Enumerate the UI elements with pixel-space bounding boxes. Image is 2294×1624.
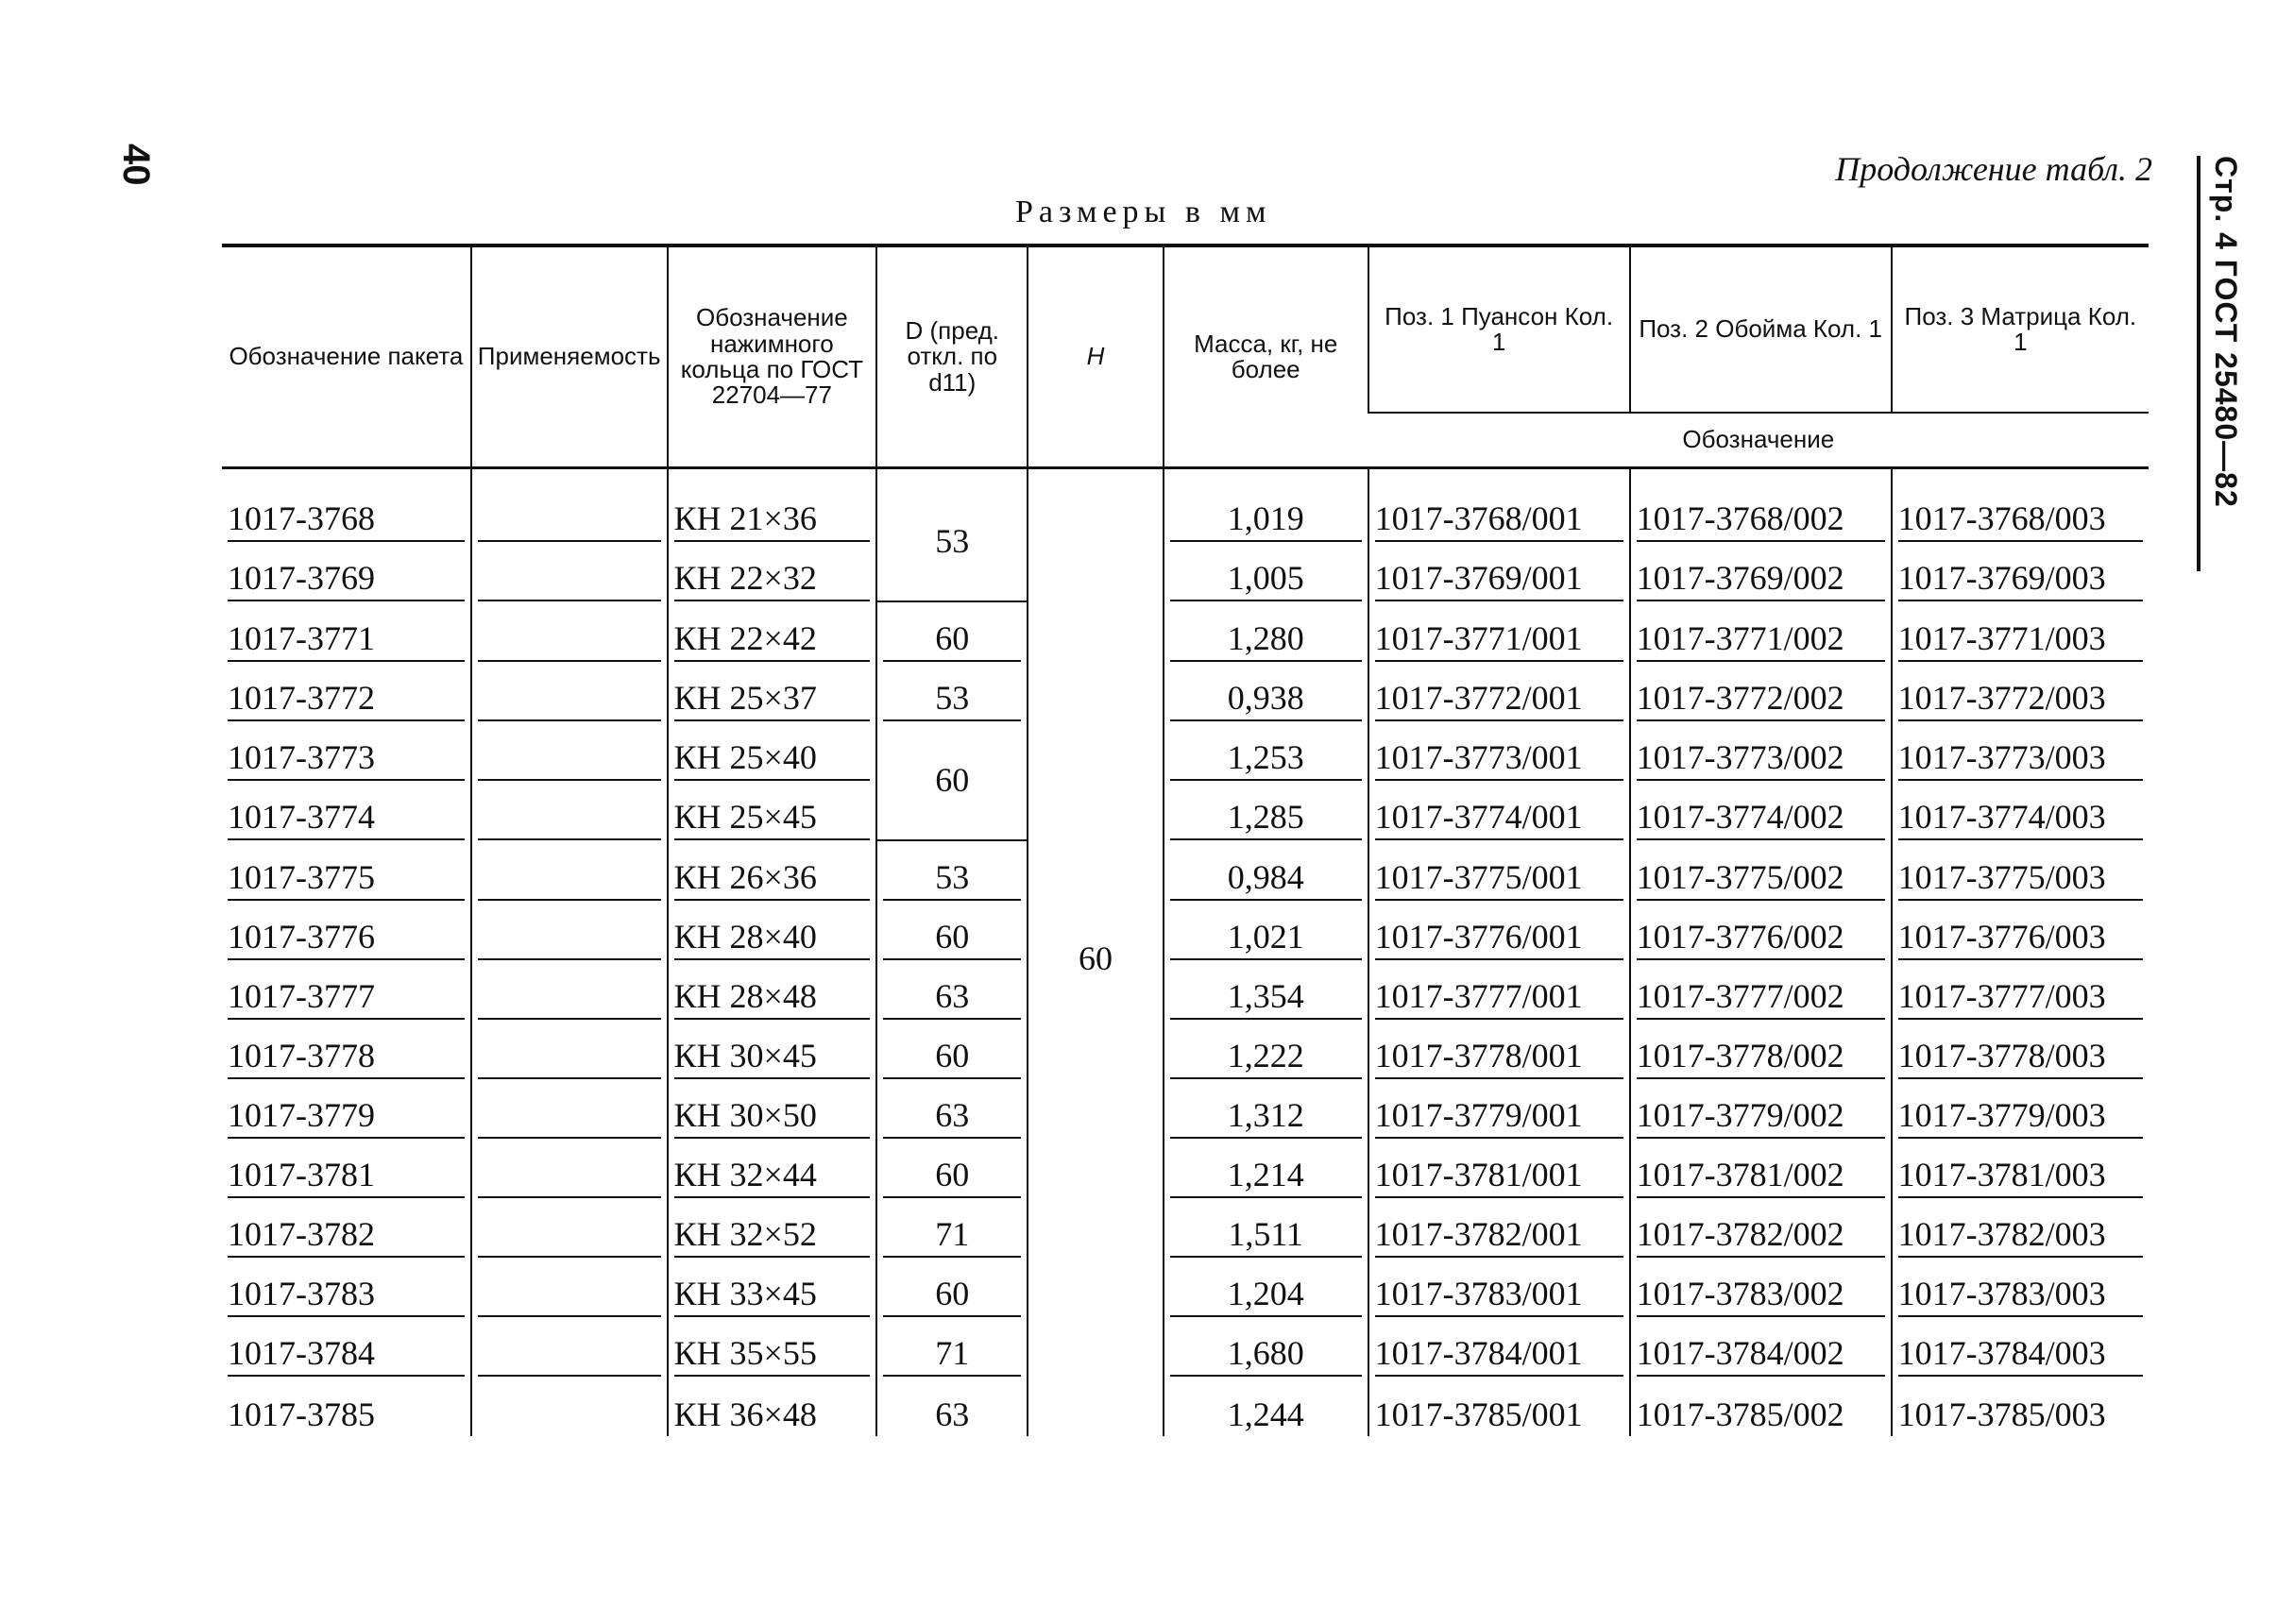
pos3-cell-text: 1017-3783/003 bbox=[1898, 1274, 2143, 1317]
ring-cell-text: КН 30×50 bbox=[674, 1095, 871, 1139]
d-cell bbox=[876, 662, 1028, 721]
package-cell bbox=[222, 601, 471, 662]
pos1-cell-text: 1017-3771/001 bbox=[1375, 618, 1623, 662]
pos2-cell-text: 1017-3783/002 bbox=[1637, 1274, 1885, 1317]
ring-cell bbox=[668, 840, 877, 901]
pos2-cell bbox=[1630, 542, 1892, 601]
applicability-cell bbox=[471, 1139, 668, 1198]
ring-cell bbox=[668, 1020, 877, 1079]
mass-cell bbox=[1164, 662, 1368, 721]
header-designation: Обозначение bbox=[1368, 413, 2149, 468]
mass-cell-text: 1,204 bbox=[1170, 1274, 1362, 1317]
ring-cell bbox=[668, 1079, 877, 1139]
pos3-cell-text: 1017-3769/003 bbox=[1898, 558, 2143, 601]
pos3-cell bbox=[1892, 1079, 2149, 1139]
package-cell-text: 1017-3769 bbox=[228, 558, 465, 601]
d-cell-text: 71 bbox=[883, 1333, 1021, 1377]
ring-cell-text: КН 28×40 bbox=[674, 917, 871, 960]
mass-cell-text: 1,019 bbox=[1170, 499, 1362, 542]
d-cell bbox=[876, 1377, 1028, 1436]
ring-cell-text: КН 25×37 bbox=[674, 678, 871, 721]
applicability-cell-text bbox=[478, 917, 661, 960]
h-cell-text: 60 bbox=[1079, 939, 1113, 977]
pos2-cell bbox=[1630, 721, 1892, 781]
package-cell bbox=[222, 1020, 471, 1079]
table-row bbox=[222, 1020, 2149, 1079]
pos3-cell-text: 1017-3776/003 bbox=[1898, 917, 2143, 960]
applicability-cell bbox=[471, 1079, 668, 1139]
table-row bbox=[222, 840, 2149, 901]
pos1-cell-text: 1017-3785/001 bbox=[1374, 1396, 1583, 1433]
d-cell-text: 63 bbox=[935, 1396, 970, 1433]
applicability-cell-text bbox=[478, 1095, 661, 1139]
package-cell bbox=[222, 1258, 471, 1317]
ring-cell bbox=[668, 1139, 877, 1198]
applicability-cell bbox=[471, 960, 668, 1020]
pos2-cell bbox=[1630, 1258, 1892, 1317]
ring-cell-text: КН 22×32 bbox=[674, 558, 871, 601]
pos2-cell-text: 1017-3768/002 bbox=[1637, 499, 1885, 542]
mass-cell bbox=[1164, 721, 1368, 781]
mass-cell-text: 1,280 bbox=[1170, 618, 1362, 662]
ring-cell bbox=[668, 542, 877, 601]
mass-cell bbox=[1164, 1198, 1368, 1258]
pos2-cell bbox=[1630, 468, 1892, 543]
pos1-cell bbox=[1368, 1377, 1630, 1436]
d-cell-text: 63 bbox=[883, 1095, 1021, 1139]
mass-cell-text: 0,984 bbox=[1170, 857, 1362, 901]
applicability-cell-text bbox=[478, 499, 661, 542]
package-cell-text: 1017-3781 bbox=[228, 1155, 465, 1198]
page-number: 40 bbox=[115, 144, 157, 186]
d-cell-text: 53 bbox=[883, 857, 1021, 901]
package-cell-text: 1017-3775 bbox=[228, 857, 465, 901]
package-cell bbox=[222, 1198, 471, 1258]
pos1-cell bbox=[1368, 1317, 1630, 1377]
ring-cell-text: КН 32×44 bbox=[674, 1155, 871, 1198]
d-cell bbox=[876, 1020, 1028, 1079]
d-cell bbox=[876, 1258, 1028, 1317]
ring-cell bbox=[668, 601, 877, 662]
mass-cell-text: 1,354 bbox=[1170, 976, 1362, 1020]
mass-cell bbox=[1164, 1079, 1368, 1139]
pos1-cell-text: 1017-3782/001 bbox=[1375, 1214, 1623, 1258]
pos2-cell-text: 1017-3784/002 bbox=[1637, 1333, 1885, 1377]
ring-cell bbox=[668, 1317, 877, 1377]
pos2-cell bbox=[1630, 960, 1892, 1020]
applicability-cell bbox=[471, 1020, 668, 1079]
pos1-cell-text: 1017-3769/001 bbox=[1375, 558, 1623, 601]
table-row bbox=[222, 662, 2149, 721]
pos3-cell-text: 1017-3775/003 bbox=[1898, 857, 2143, 901]
table-row bbox=[222, 901, 2149, 960]
mass-cell bbox=[1164, 601, 1368, 662]
pos1-cell-text: 1017-3781/001 bbox=[1375, 1155, 1623, 1198]
applicability-cell bbox=[471, 1377, 668, 1436]
pos2-cell-text: 1017-3779/002 bbox=[1637, 1095, 1885, 1139]
table-row bbox=[222, 468, 2149, 543]
table-continuation-title: Продолжение табл. 2 bbox=[1835, 150, 2152, 188]
package-cell bbox=[222, 1139, 471, 1198]
applicability-cell bbox=[471, 542, 668, 601]
ring-cell bbox=[668, 468, 877, 543]
mass-cell-text: 1,680 bbox=[1170, 1333, 1362, 1377]
applicability-cell-text bbox=[478, 976, 661, 1020]
pos2-cell bbox=[1630, 781, 1892, 840]
mass-cell bbox=[1164, 1317, 1368, 1377]
header-package: Обозначение пакета bbox=[222, 245, 471, 468]
applicability-cell-text bbox=[478, 1333, 661, 1377]
ring-cell-text: КН 35×55 bbox=[674, 1333, 871, 1377]
header-pos1: Поз. 1 Пуансон Кол. 1 bbox=[1368, 245, 1630, 413]
pos1-cell-text: 1017-3784/001 bbox=[1375, 1333, 1623, 1377]
d-cell bbox=[876, 840, 1028, 901]
mass-cell bbox=[1164, 1020, 1368, 1079]
package-cell-text: 1017-3774 bbox=[228, 797, 465, 840]
mass-cell bbox=[1164, 781, 1368, 840]
table-row bbox=[222, 1079, 2149, 1139]
ring-cell bbox=[668, 721, 877, 781]
pos1-cell bbox=[1368, 901, 1630, 960]
header-pos3: Поз. 3 Матрица Кол. 1 bbox=[1892, 245, 2149, 413]
package-cell-text: 1017-3785 bbox=[228, 1396, 375, 1433]
ring-cell bbox=[668, 960, 877, 1020]
pos3-cell bbox=[1892, 840, 2149, 901]
d-cell bbox=[876, 901, 1028, 960]
header-h: H bbox=[1028, 245, 1164, 468]
d-cell-text: 53 bbox=[935, 521, 970, 560]
ring-cell-text: КН 25×45 bbox=[674, 797, 871, 840]
ring-cell-text: КН 36×48 bbox=[673, 1396, 817, 1433]
pos1-cell bbox=[1368, 960, 1630, 1020]
pos2-cell bbox=[1630, 1020, 1892, 1079]
pos3-cell-text: 1017-3768/003 bbox=[1898, 499, 2143, 542]
d-cell-text: 60 bbox=[883, 917, 1021, 960]
package-cell bbox=[222, 960, 471, 1020]
pos1-cell bbox=[1368, 542, 1630, 601]
applicability-cell-text bbox=[478, 797, 661, 840]
spec-table bbox=[222, 244, 2149, 1436]
d-cell bbox=[876, 1317, 1028, 1377]
pos3-cell bbox=[1892, 1377, 2149, 1436]
applicability-cell bbox=[471, 781, 668, 840]
pos1-cell-text: 1017-3773/001 bbox=[1375, 737, 1623, 781]
pos2-cell bbox=[1630, 601, 1892, 662]
units-caption: Размеры в мм bbox=[1015, 195, 1272, 229]
ring-cell bbox=[668, 1198, 877, 1258]
applicability-cell-text bbox=[478, 618, 661, 662]
d-cell-text: 60 bbox=[883, 1155, 1021, 1198]
ring-cell-text: КН 28×48 bbox=[674, 976, 871, 1020]
package-cell-text: 1017-3784 bbox=[228, 1333, 465, 1377]
pos1-cell bbox=[1368, 1139, 1630, 1198]
pos1-cell-text: 1017-3772/001 bbox=[1375, 678, 1623, 721]
pos2-cell bbox=[1630, 1198, 1892, 1258]
applicability-cell-text bbox=[478, 857, 661, 901]
pos2-cell-text: 1017-3781/002 bbox=[1637, 1155, 1885, 1198]
applicability-cell bbox=[471, 601, 668, 662]
pos2-cell-text: 1017-3773/002 bbox=[1637, 737, 1885, 781]
mass-cell-text: 0,938 bbox=[1170, 678, 1362, 721]
table-row bbox=[222, 1317, 2149, 1377]
side-rule bbox=[2197, 156, 2201, 571]
table-row bbox=[222, 1139, 2149, 1198]
pos1-cell bbox=[1368, 781, 1630, 840]
pos3-cell-text: 1017-3774/003 bbox=[1898, 797, 2143, 840]
package-cell-text: 1017-3779 bbox=[228, 1095, 465, 1139]
ring-cell bbox=[668, 1377, 877, 1436]
d-cell bbox=[876, 1079, 1028, 1139]
pos3-cell bbox=[1892, 662, 2149, 721]
pos3-cell bbox=[1892, 721, 2149, 781]
package-cell-text: 1017-3783 bbox=[228, 1274, 465, 1317]
table-row bbox=[222, 542, 2149, 601]
mass-cell-text: 1,021 bbox=[1170, 917, 1362, 960]
pos3-cell-text: 1017-3771/003 bbox=[1898, 618, 2143, 662]
pos3-cell bbox=[1892, 601, 2149, 662]
header-mass: Масса, кг, не более bbox=[1164, 245, 1368, 468]
header-applicability: Применяемость bbox=[471, 245, 668, 468]
applicability-cell-text bbox=[478, 1214, 661, 1258]
package-cell bbox=[222, 840, 471, 901]
mass-cell-text: 1,511 bbox=[1170, 1214, 1362, 1258]
applicability-cell bbox=[471, 1258, 668, 1317]
pos1-cell-text: 1017-3779/001 bbox=[1375, 1095, 1623, 1139]
applicability-cell-text bbox=[478, 558, 661, 601]
pos2-cell bbox=[1630, 1139, 1892, 1198]
pos2-cell-text: 1017-3769/002 bbox=[1637, 558, 1885, 601]
package-cell-text: 1017-3771 bbox=[228, 618, 465, 662]
spec-table-body bbox=[222, 468, 2149, 1437]
applicability-cell bbox=[471, 721, 668, 781]
ring-cell bbox=[668, 662, 877, 721]
header-ring: Обозначение нажимного кольца по ГОСТ 22704—77 bbox=[668, 245, 877, 468]
pos1-cell bbox=[1368, 840, 1630, 901]
header-d: D (пред. откл. по d11) bbox=[876, 245, 1028, 468]
package-cell-text: 1017-3772 bbox=[228, 678, 465, 721]
mass-cell bbox=[1164, 1377, 1368, 1436]
table-row bbox=[222, 781, 2149, 840]
pos3-cell-text: 1017-3778/003 bbox=[1898, 1036, 2143, 1079]
applicability-cell bbox=[471, 468, 668, 543]
ring-cell-text: КН 26×36 bbox=[674, 857, 871, 901]
pos3-cell bbox=[1892, 1317, 2149, 1377]
pos1-cell-text: 1017-3768/001 bbox=[1375, 499, 1623, 542]
pos2-cell-text: 1017-3771/002 bbox=[1637, 618, 1885, 662]
pos3-cell bbox=[1892, 1198, 2149, 1258]
d-cell-text: 60 bbox=[883, 618, 1021, 662]
pos2-cell bbox=[1630, 840, 1892, 901]
package-cell bbox=[222, 468, 471, 543]
d-cell bbox=[876, 721, 1028, 840]
pos1-cell-text: 1017-3777/001 bbox=[1375, 976, 1623, 1020]
pos2-cell bbox=[1630, 1317, 1892, 1377]
d-cell bbox=[876, 960, 1028, 1020]
ring-cell-text: КН 22×42 bbox=[674, 618, 871, 662]
pos1-cell bbox=[1368, 601, 1630, 662]
ring-cell bbox=[668, 901, 877, 960]
applicability-cell bbox=[471, 840, 668, 901]
package-cell bbox=[222, 781, 471, 840]
pos3-cell-text: 1017-3772/003 bbox=[1898, 678, 2143, 721]
package-cell bbox=[222, 542, 471, 601]
pos3-cell bbox=[1892, 901, 2149, 960]
pos3-cell-text: 1017-3773/003 bbox=[1898, 737, 2143, 781]
package-cell bbox=[222, 721, 471, 781]
pos2-cell-text: 1017-3778/002 bbox=[1637, 1036, 1885, 1079]
pos1-cell bbox=[1368, 721, 1630, 781]
ring-cell bbox=[668, 781, 877, 840]
applicability-cell-text bbox=[478, 737, 661, 781]
ring-cell-text: КН 21×36 bbox=[674, 499, 871, 542]
applicability-cell bbox=[471, 1198, 668, 1258]
pos2-cell-text: 1017-3772/002 bbox=[1637, 678, 1885, 721]
pos2-cell-text: 1017-3774/002 bbox=[1637, 797, 1885, 840]
ring-cell-text: КН 25×40 bbox=[674, 737, 871, 781]
mass-cell bbox=[1164, 468, 1368, 543]
mass-cell-text: 1,222 bbox=[1170, 1036, 1362, 1079]
table-row bbox=[222, 601, 2149, 662]
pos1-cell bbox=[1368, 1198, 1630, 1258]
pos2-cell-text: 1017-3776/002 bbox=[1637, 917, 1885, 960]
table-row bbox=[222, 721, 2149, 781]
applicability-cell bbox=[471, 901, 668, 960]
ring-cell bbox=[668, 1258, 877, 1317]
ring-cell-text: КН 30×45 bbox=[674, 1036, 871, 1079]
mass-cell bbox=[1164, 542, 1368, 601]
package-cell-text: 1017-3782 bbox=[228, 1214, 465, 1258]
package-cell bbox=[222, 901, 471, 960]
pos1-cell bbox=[1368, 1079, 1630, 1139]
h-cell bbox=[1028, 468, 1164, 1437]
applicability-cell bbox=[471, 1317, 668, 1377]
pos1-cell-text: 1017-3778/001 bbox=[1375, 1036, 1623, 1079]
d-cell-text: 60 bbox=[935, 760, 970, 799]
pos3-cell bbox=[1892, 1020, 2149, 1079]
mass-cell bbox=[1164, 1139, 1368, 1198]
pos1-cell bbox=[1368, 662, 1630, 721]
package-cell bbox=[222, 1377, 471, 1436]
pos2-cell-text: 1017-3785/002 bbox=[1636, 1396, 1844, 1433]
pos1-cell bbox=[1368, 468, 1630, 543]
ring-cell-text: КН 33×45 bbox=[674, 1274, 871, 1317]
pos2-cell-text: 1017-3782/002 bbox=[1637, 1214, 1885, 1258]
package-cell-text: 1017-3778 bbox=[228, 1036, 465, 1079]
pos3-cell-text: 1017-3779/003 bbox=[1898, 1095, 2143, 1139]
package-cell-text: 1017-3768 bbox=[228, 499, 465, 542]
mass-cell-text: 1,285 bbox=[1170, 797, 1362, 840]
pos3-cell-text: 1017-3782/003 bbox=[1898, 1214, 2143, 1258]
pos1-cell bbox=[1368, 1258, 1630, 1317]
package-cell bbox=[222, 1079, 471, 1139]
table-row bbox=[222, 1377, 2149, 1436]
pos3-cell-text: 1017-3777/003 bbox=[1898, 976, 2143, 1020]
pos3-cell-text: 1017-3785/003 bbox=[1897, 1396, 2106, 1433]
pos3-cell-text: 1017-3781/003 bbox=[1898, 1155, 2143, 1198]
header-pos2: Поз. 2 Обойма Кол. 1 bbox=[1630, 245, 1892, 413]
pos2-cell-text: 1017-3775/002 bbox=[1637, 857, 1885, 901]
d-cell bbox=[876, 468, 1028, 602]
applicability-cell bbox=[471, 662, 668, 721]
pos3-cell bbox=[1892, 468, 2149, 543]
pos2-cell bbox=[1630, 1377, 1892, 1436]
applicability-cell-text bbox=[478, 1155, 661, 1198]
pos1-cell-text: 1017-3783/001 bbox=[1375, 1274, 1623, 1317]
mass-cell bbox=[1164, 1258, 1368, 1317]
d-cell-text: 53 bbox=[883, 678, 1021, 721]
table-row bbox=[222, 1198, 2149, 1258]
pos3-cell bbox=[1892, 781, 2149, 840]
pos2-cell-text: 1017-3777/002 bbox=[1637, 976, 1885, 1020]
mass-cell bbox=[1164, 960, 1368, 1020]
ring-cell-text: КН 32×52 bbox=[674, 1214, 871, 1258]
d-cell bbox=[876, 601, 1028, 662]
mass-cell bbox=[1164, 901, 1368, 960]
pos2-cell bbox=[1630, 901, 1892, 960]
package-cell-text: 1017-3773 bbox=[228, 737, 465, 781]
pos1-cell-text: 1017-3776/001 bbox=[1375, 917, 1623, 960]
mass-cell-text: 1,244 bbox=[1227, 1396, 1304, 1433]
d-cell-text: 60 bbox=[883, 1036, 1021, 1079]
package-cell bbox=[222, 1317, 471, 1377]
mass-cell bbox=[1164, 840, 1368, 901]
applicability-cell-text bbox=[478, 1274, 661, 1317]
applicability-cell-text bbox=[478, 1036, 661, 1079]
d-cell bbox=[876, 1198, 1028, 1258]
pos2-cell bbox=[1630, 662, 1892, 721]
side-label: Стр. 4 ГОСТ 25480—82 bbox=[2209, 156, 2243, 508]
pos1-cell-text: 1017-3774/001 bbox=[1375, 797, 1623, 840]
d-cell-text: 71 bbox=[883, 1214, 1021, 1258]
d-cell-text: 63 bbox=[883, 976, 1021, 1020]
pos1-cell-text: 1017-3775/001 bbox=[1375, 857, 1623, 901]
pos3-cell bbox=[1892, 960, 2149, 1020]
mass-cell-text: 1,253 bbox=[1170, 737, 1362, 781]
d-cell-text: 60 bbox=[883, 1274, 1021, 1317]
pos1-cell bbox=[1368, 1020, 1630, 1079]
mass-cell-text: 1,005 bbox=[1170, 558, 1362, 601]
pos2-cell bbox=[1630, 1079, 1892, 1139]
package-cell bbox=[222, 662, 471, 721]
pos3-cell bbox=[1892, 542, 2149, 601]
applicability-cell-text bbox=[478, 1395, 661, 1436]
table-row bbox=[222, 960, 2149, 1020]
pos3-cell bbox=[1892, 1258, 2149, 1317]
mass-cell-text: 1,214 bbox=[1170, 1155, 1362, 1198]
d-cell bbox=[876, 1139, 1028, 1198]
package-cell-text: 1017-3776 bbox=[228, 917, 465, 960]
pos3-cell-text: 1017-3784/003 bbox=[1898, 1333, 2143, 1377]
table-row bbox=[222, 1258, 2149, 1317]
applicability-cell-text bbox=[478, 678, 661, 721]
package-cell-text: 1017-3777 bbox=[228, 976, 465, 1020]
pos3-cell bbox=[1892, 1139, 2149, 1198]
mass-cell-text: 1,312 bbox=[1170, 1095, 1362, 1139]
